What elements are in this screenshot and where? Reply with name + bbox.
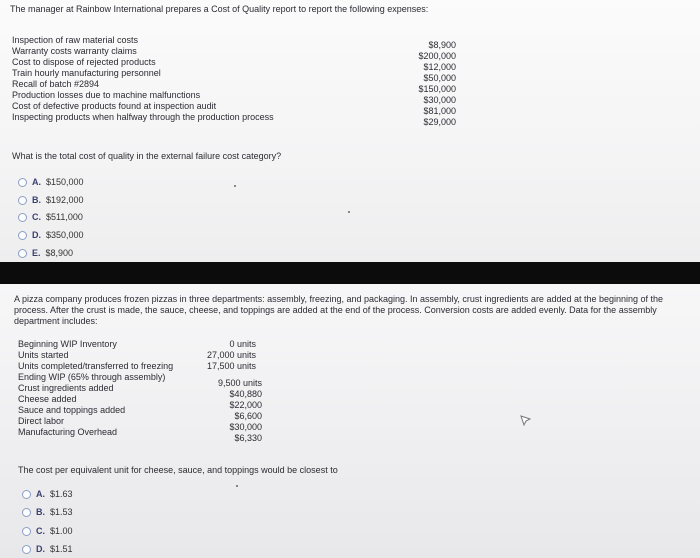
- q1-label: Inspection of raw material costs: [12, 35, 139, 45]
- q2-unit-value: 9,500 units: [217, 378, 262, 388]
- option-letter: C.: [36, 526, 45, 536]
- q1-option-c[interactable]: [18, 210, 83, 224]
- option-letter: B.: [32, 195, 41, 205]
- option-letter: B.: [36, 507, 45, 517]
- radio-button-icon[interactable]: [18, 178, 27, 187]
- q1-value: $30,000: [423, 95, 456, 105]
- q1-label: Cost to dispose of rejected products: [12, 57, 156, 67]
- option-letter: A.: [36, 489, 45, 499]
- q1-intro: The manager at Rainbow International prepares a Cost of Quality report to report the following expenses:: [10, 4, 429, 14]
- option-value: $1.51: [50, 544, 73, 554]
- option-letter: A.: [32, 177, 41, 187]
- q2-cost-value: $40,880: [229, 389, 262, 399]
- radio-button-icon[interactable]: [22, 545, 31, 554]
- q2-intro: A pizza company produces frozen pizzas in three departments: assembly, freezing, and packaging. In assembly, crust ingredients are added at the beginning of the process. After the crust is made, the sauce, cheese, and toppings are added at the end of the process. Conversion costs are added evenly. Data for the assembly department includes:: [14, 294, 664, 326]
- q2-option-c[interactable]: [22, 524, 73, 538]
- cursor-dot: [348, 211, 350, 213]
- q1-option-d[interactable]: [18, 228, 84, 242]
- q2-cost-value: $6,330: [234, 433, 262, 443]
- q1-expense-labels: [12, 35, 274, 123]
- q2-unit-value: 17,500 units: [206, 361, 256, 371]
- option-letter: C.: [32, 212, 41, 222]
- q2-question: The cost per equivalent unit for cheese, sauce, and toppings would be closest to: [18, 465, 338, 475]
- q1-value: $150,000: [418, 84, 456, 94]
- q1-label: Train hourly manufacturing personnel: [12, 68, 161, 78]
- q1-question: What is the total cost of quality in the external failure cost category?: [12, 151, 282, 161]
- mouse-pointer-icon: [520, 415, 532, 427]
- q1-option-e[interactable]: [18, 246, 73, 260]
- q1-option-a[interactable]: [18, 175, 84, 189]
- q2-label: Beginning WIP Inventory: [18, 339, 117, 349]
- radio-button-icon[interactable]: [18, 213, 27, 222]
- option-letter: E.: [32, 248, 41, 258]
- option-value: $1.63: [50, 489, 73, 499]
- q2-unit-value: 0 units: [229, 339, 256, 349]
- q1-value: $50,000: [423, 73, 456, 83]
- radio-button-icon[interactable]: [18, 249, 27, 258]
- q2-label: Cheese added: [18, 394, 77, 404]
- q1-expense-values: [400, 40, 456, 128]
- q2-label: Direct labor: [18, 416, 65, 426]
- q2-unit-values: [190, 339, 256, 372]
- q1-value: $8,900: [428, 40, 456, 50]
- cursor-dot: [236, 485, 238, 487]
- q2-option-b[interactable]: [22, 505, 73, 519]
- radio-button-icon[interactable]: [18, 231, 27, 240]
- q1-option-b[interactable]: [18, 193, 84, 207]
- cursor-dot: [234, 185, 236, 187]
- option-value: $1.00: [50, 526, 73, 536]
- q1-label: Warranty costs warranty claims: [12, 46, 137, 56]
- question-1-panel: [0, 0, 700, 262]
- q2-cost-values: [210, 389, 262, 444]
- q1-label: Production losses due to machine malfunctions: [12, 90, 201, 100]
- q1-value: $81,000: [423, 106, 456, 116]
- option-value: $1.53: [50, 507, 73, 517]
- q2-cost-value: $6,600: [234, 411, 262, 421]
- radio-button-icon[interactable]: [22, 490, 31, 499]
- q1-value: $29,000: [423, 117, 456, 127]
- q2-option-d[interactable]: [22, 542, 73, 556]
- q2-label: Crust ingredients added: [18, 383, 114, 393]
- q1-value: $12,000: [423, 62, 456, 72]
- screen-divider: [0, 262, 700, 284]
- q2-cost-value: $22,000: [229, 400, 262, 410]
- radio-button-icon[interactable]: [22, 508, 31, 517]
- q2-cost-value: $30,000: [229, 422, 262, 432]
- q2-option-a[interactable]: [22, 487, 73, 501]
- q2-data-labels: [18, 339, 173, 438]
- q1-label: Cost of defective products found at inspection audit: [12, 101, 217, 111]
- radio-button-icon[interactable]: [22, 527, 31, 536]
- q2-label: Sauce and toppings added: [18, 405, 126, 415]
- q2-label: Ending WIP (65% through assembly): [18, 372, 166, 382]
- q1-label: Inspecting products when halfway through the production process: [12, 112, 274, 122]
- q2-ending-units: [200, 378, 262, 389]
- q2-unit-value: 27,000 units: [206, 350, 256, 360]
- q2-label: Units completed/transferred to freezing: [18, 361, 174, 371]
- q2-label: Manufacturing Overhead: [18, 427, 118, 437]
- option-value: $150,000: [46, 177, 84, 187]
- option-letter: D.: [36, 544, 45, 554]
- radio-button-icon[interactable]: [18, 196, 27, 205]
- question-2-panel: [0, 284, 700, 558]
- q1-label: Recall of batch #2894: [12, 79, 100, 89]
- q2-label: Units started: [18, 350, 69, 360]
- option-value: $8,900: [45, 248, 74, 258]
- option-value: $511,000: [46, 212, 83, 222]
- option-letter: D.: [32, 230, 41, 240]
- option-value: $350,000: [46, 230, 84, 240]
- q1-value: $200,000: [418, 51, 456, 61]
- option-value: $192,000: [46, 195, 84, 205]
